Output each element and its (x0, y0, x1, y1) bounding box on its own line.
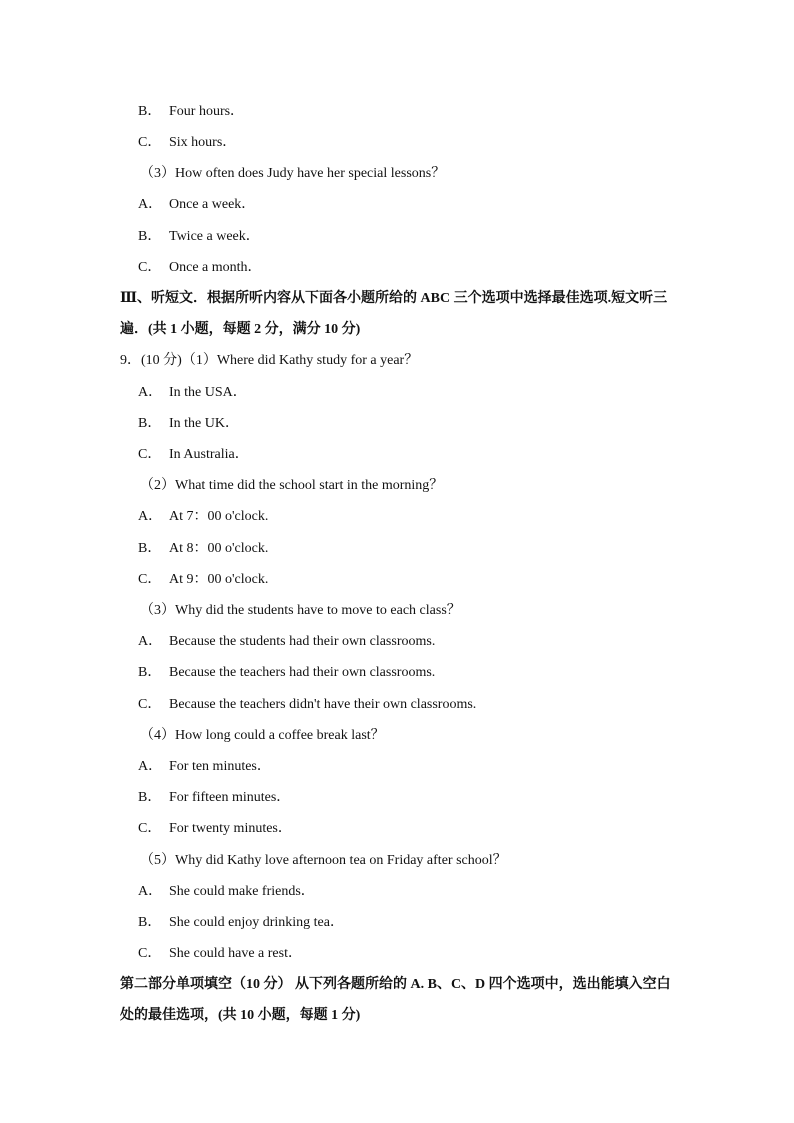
option-text: At 9：00 o'clock. (169, 572, 269, 587)
option-letter: A． (138, 884, 163, 899)
option-text: Because the students had their own classrooms. (169, 634, 436, 649)
option-letter: B． (138, 104, 162, 119)
option-line (138, 384, 247, 402)
option-letter: C． (138, 697, 162, 712)
option-line (138, 446, 249, 464)
section-heading: 第二部分单项填空（10 分） 从下列各题所给的 A. B、C、D 四个选项中，选出能填入空白 (120, 977, 671, 992)
option-text: In Australia． (169, 447, 249, 462)
section-heading: 处的最佳选项，(共 10 小题，每题 1 分) (120, 1008, 361, 1023)
section-heading: Ⅲ、听短文．根据所听内容从下面各小题所给的 ABC 三个选项中选择最佳选项.短文听三 (120, 291, 668, 306)
option-text: She could enjoy drinking tea． (169, 915, 344, 930)
option-line (138, 883, 315, 901)
option-line (138, 789, 290, 807)
option-line (138, 571, 268, 589)
option-text: She could have a rest． (169, 946, 302, 961)
option-line (138, 103, 244, 121)
option-line (138, 914, 344, 932)
option-text: Four hours． (169, 104, 245, 119)
option-line (138, 945, 302, 963)
section-heading: 遍．(共 1 小题，每题 2 分，满分 10 分) (120, 322, 361, 337)
option-text: Because the teachers had their own classrooms. (169, 665, 436, 680)
option-line (138, 758, 271, 776)
option-text: In the USA． (169, 385, 247, 400)
option-text: At 7：00 o'clock. (169, 509, 269, 524)
option-line (138, 508, 268, 526)
option-letter: B． (138, 541, 162, 556)
option-line (138, 415, 239, 433)
option-text: Because the teachers didn't have their own classrooms. (169, 697, 477, 712)
option-letter: C． (138, 260, 162, 275)
option-text: She could make friends． (169, 884, 315, 899)
option-letter: A． (138, 385, 163, 400)
option-text: For twenty minutes． (169, 821, 292, 836)
question-stem (120, 352, 418, 370)
option-letter: C． (138, 821, 162, 836)
option-text: At 8：00 o'clock. (169, 541, 269, 556)
option-letter: B． (138, 790, 162, 805)
option-text: Once a week． (169, 197, 256, 212)
option-letter: B． (138, 665, 162, 680)
option-text: In the UK． (169, 416, 239, 431)
option-letter: C． (138, 572, 162, 587)
option-line (138, 134, 236, 152)
option-letter: B． (138, 915, 162, 930)
option-line (138, 633, 435, 651)
question-stem: （5）Why did Kathy love afternoon tea on Friday after school？ (140, 853, 507, 868)
option-letter: C． (138, 447, 162, 462)
option-text: For fifteen minutes． (169, 790, 291, 805)
option-letter: B． (138, 416, 162, 431)
option-text: Six hours． (169, 135, 237, 150)
option-line (138, 696, 476, 714)
option-line (138, 259, 262, 277)
option-letter: C． (138, 135, 162, 150)
subquestion-stem: （1）Where did Kathy study for a year？ (181, 353, 419, 368)
option-letter: B． (138, 229, 162, 244)
option-line (138, 196, 255, 214)
option-letter: A． (138, 634, 163, 649)
question-stem: （3）Why did the students have to move to each class？ (140, 603, 461, 618)
option-line (138, 664, 435, 682)
question-stem: （3）How often does Judy have her special lessons？ (140, 166, 446, 181)
question-stem: （4）How long could a coffee break last？ (140, 728, 385, 743)
option-text: For ten minutes． (169, 759, 271, 774)
option-text: Twice a week． (169, 229, 260, 244)
option-letter: C． (138, 946, 162, 961)
option-letter: A． (138, 509, 163, 524)
option-line (138, 540, 268, 558)
option-letter: A． (138, 759, 163, 774)
question-stem: （2）What time did the school start in the morning？ (140, 478, 444, 493)
option-text: Once a month． (169, 260, 262, 275)
option-letter: A． (138, 197, 163, 212)
option-line (138, 820, 292, 838)
option-line (138, 228, 260, 246)
question-number: 9．(10 分) (120, 353, 182, 368)
